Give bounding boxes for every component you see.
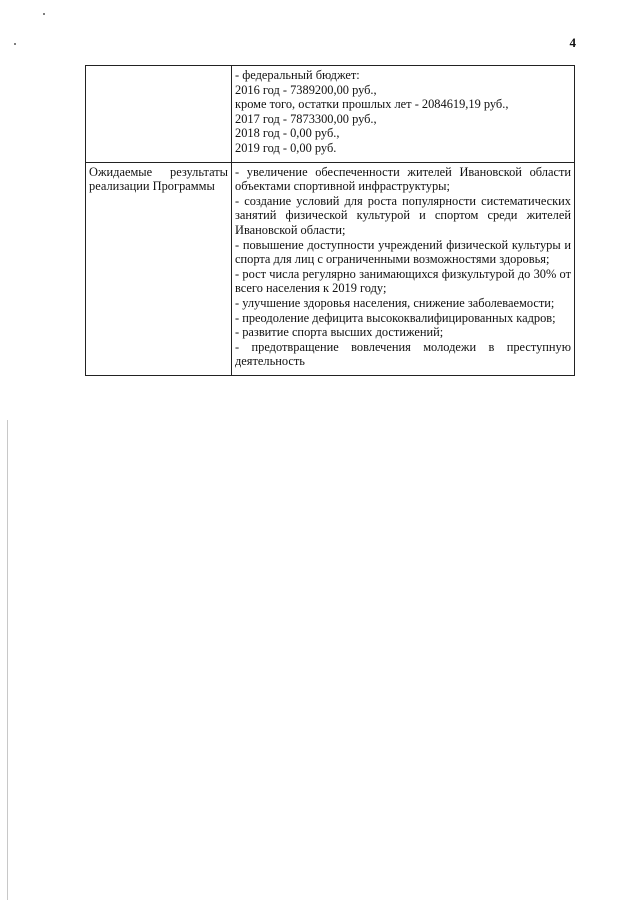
budget-line: кроме того, остатки прошлых лет - 2084619,19 руб.,	[235, 97, 509, 112]
table-row	[86, 162, 575, 375]
budget-line: 2018 год - 0,00 руб.,	[235, 126, 340, 141]
expected-results-cell	[232, 162, 575, 375]
budget-line: 2017 год - 7873300,00 руб.,	[235, 111, 377, 126]
page-number: 4	[569, 35, 576, 50]
table-row	[86, 66, 575, 163]
result-item: - улучшение здоровья населения, снижение заболеваемости;	[235, 295, 555, 310]
result-item: - создание условий для роста популярности систематических занятий физической культурой и спортом среди жителей Ивановской области;	[235, 193, 571, 237]
program-passport-table	[85, 65, 575, 376]
scan-speck	[14, 43, 16, 45]
result-item: - увеличение обеспеченности жителей Ивановской области объектами спортивной инфраструктуры;	[235, 164, 571, 194]
budget-line: - федеральный бюджет:	[235, 68, 360, 82]
result-item: - преодоление дефицита высококвалифицированных кадров;	[235, 310, 556, 325]
expected-results-label: Ожидаемые результаты реализации Программы	[86, 162, 232, 375]
result-item: - предотвращение вовлечения молодежи в преступную деятельность	[235, 339, 571, 369]
scan-edge-line	[7, 420, 8, 900]
budget-line: 2016 год - 7389200,00 руб.,	[235, 82, 377, 97]
result-item: - развитие спорта высших достижений;	[235, 325, 444, 340]
scan-speck	[43, 13, 45, 15]
budget-cell	[232, 66, 575, 163]
result-item: - повышение доступности учреждений физической культуры и спорта для лиц с ограниченными возможностями здоровья;	[235, 237, 571, 267]
row-label-cell	[86, 66, 232, 163]
result-item: - рост числа регулярно занимающихся физкультурой до 30% от всего населения к 2019 году;	[235, 266, 571, 296]
budget-line: 2019 год - 0,00 руб.	[235, 140, 337, 155]
